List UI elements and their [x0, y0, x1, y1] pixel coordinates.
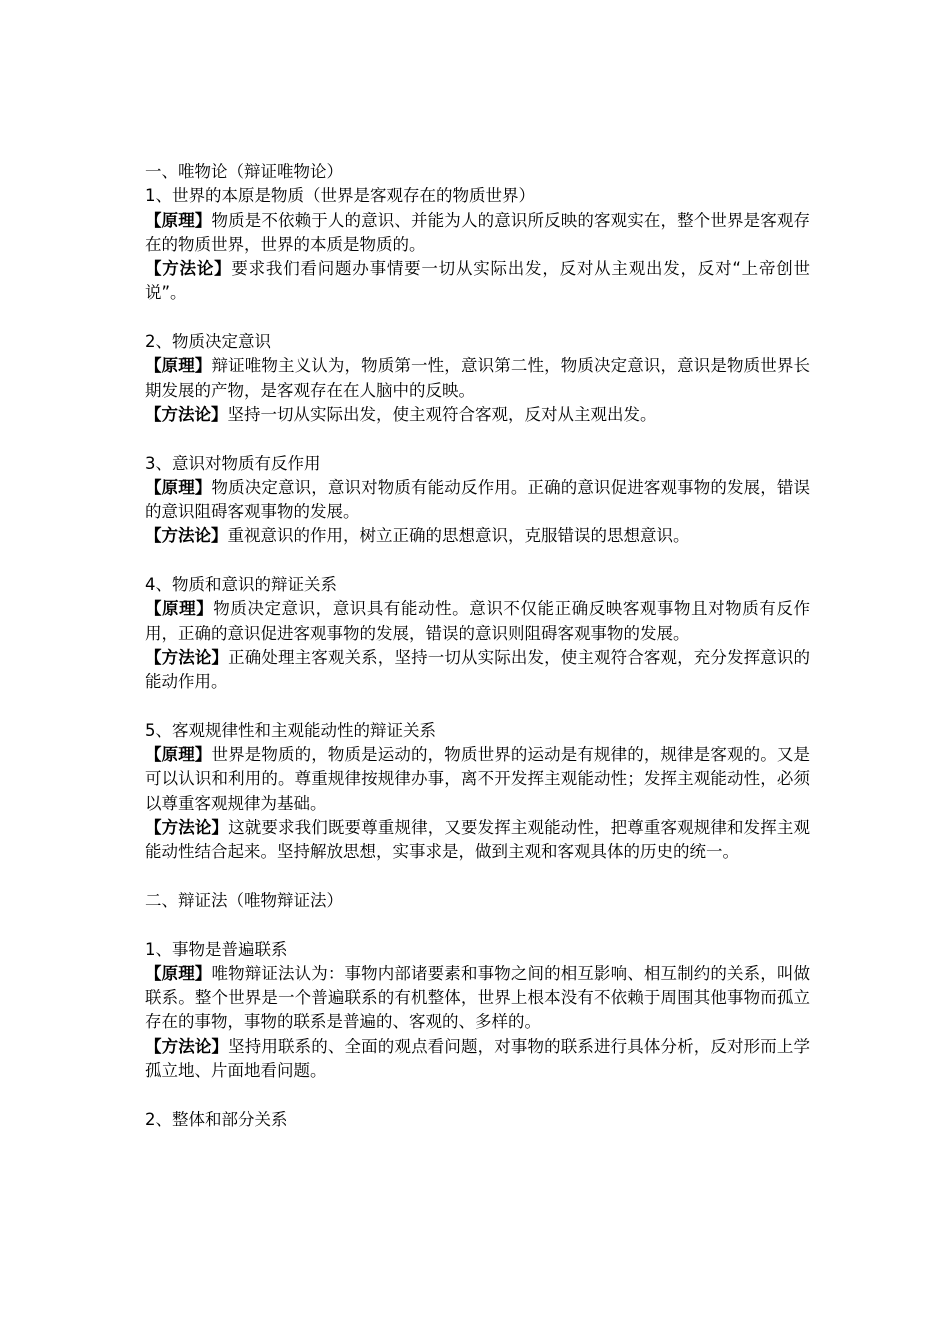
principle-paragraph	[145, 209, 810, 258]
principle-paragraph	[145, 476, 810, 525]
spacer	[145, 306, 810, 330]
item-heading: 2、物质决定意识	[145, 332, 271, 352]
item-heading: 2、整体和部分关系	[145, 1109, 288, 1129]
principle-label: 【原理】	[145, 745, 212, 765]
spacer	[145, 1083, 810, 1107]
spacer	[145, 427, 810, 451]
principle-paragraph	[145, 962, 810, 1035]
spacer	[145, 549, 810, 573]
method-paragraph	[145, 646, 810, 695]
document-page	[145, 160, 810, 1132]
method-paragraph	[145, 403, 810, 427]
section-title: 一、唯物论（辩证唯物论）	[145, 162, 343, 181]
item-heading: 1、世界的本原是物质（世界是客观存在的物质世界）	[145, 186, 535, 206]
method-text: 重视意识的作用，树立正确的思想意识，克服错误的思想意识。	[227, 526, 690, 546]
principle-paragraph	[145, 354, 810, 403]
method-text: 坚持用联系的、全面的观点看问题，对事物的联系进行具体分析，反对形而上学孤立地、片面地看问题。	[145, 1036, 811, 1080]
principle-text: 物质决定意识，意识对物质有能动反作用。正确的意识促进客观事物的发展，错误的意识阻碍客观事物的发展。	[145, 477, 811, 522]
principle-text: 物质决定意识，意识具有能动性。意识不仅能正确反映客观事物且对物质有反作用，正确的意识促进客观事物的发展，错误的意识则阻碍客观事物的发展。	[145, 599, 811, 643]
principle-label: 【原理】	[145, 356, 212, 376]
principle-label: 【原理】	[145, 210, 212, 230]
principle-label: 【原理】	[145, 477, 212, 497]
method-paragraph	[145, 257, 810, 306]
item-heading: 3、意识对物质有反作用	[145, 453, 321, 473]
method-label: 【方法论】	[145, 259, 232, 279]
principle-text: 物质是不依赖于人的意识、并能为人的意识所反映的客观实在，整个世界是客观存在的物质世界，世界的本质是物质的。	[145, 210, 811, 254]
item-heading: 5、客观规律性和主观能动性的辩证关系	[145, 720, 436, 740]
method-paragraph	[145, 1035, 810, 1084]
item-heading: 1、事物是普遍联系	[145, 939, 288, 959]
principle-text: 辩证唯物主义认为，物质第一性，意识第二性，物质决定意识，意识是物质世界长期发展的产物，是客观存在在人脑中的反映。	[145, 356, 811, 400]
method-label: 【方法论】	[145, 526, 228, 546]
method-text: 这就要求我们既要尊重规律，又要发挥主观能动性，把尊重客观规律和发挥主观能动性结合起来。坚持解放思想，实事求是，做到主观和客观具体的历史的统一。	[145, 818, 811, 862]
spacer	[145, 695, 810, 719]
section-title: 二、辩证法（唯物辩证法）	[145, 890, 343, 910]
spacer	[145, 865, 810, 889]
principle-label: 【原理】	[145, 599, 214, 619]
method-label: 【方法论】	[145, 818, 229, 838]
principle-text: 唯物辩证法认为：事物内部诸要素和事物之间的相互影响、相互制约的关系，叫做联系。整个世界是一个普遍联系的有机整体，世界上根本没有不依赖于周围其他事物而孤立存在的事物，事物的联系是普遍的、客观的、多样的。	[145, 963, 811, 1032]
spacer	[145, 913, 810, 937]
principle-text: 世界是物质的，物质是运动的，物质世界的运动是有规律的，规律是客观的。又是可以认识和利用的。尊重规律按规律办事，离不开发挥主观能动性；发挥主观能动性，必须以尊重客观规律为基础。	[145, 745, 811, 813]
method-label: 【方法论】	[145, 404, 228, 424]
method-label: 【方法论】	[145, 647, 229, 667]
principle-paragraph	[145, 597, 810, 646]
method-text: 正确处理主客观关系，坚持一切从实际出发，使主观符合客观，充分发挥意识的能动作用。	[145, 647, 811, 692]
method-label: 【方法论】	[145, 1036, 229, 1056]
method-paragraph	[145, 816, 810, 865]
method-paragraph	[145, 524, 810, 548]
item-heading: 4、物质和意识的辩证关系	[145, 575, 337, 595]
method-text: 要求我们看问题办事情要一切从实际出发，反对从主观出发，反对“上帝创世说”。	[145, 259, 810, 303]
principle-label: 【原理】	[145, 963, 212, 983]
method-text: 坚持一切从实际出发，使主观符合客观，反对从主观出发。	[227, 404, 657, 424]
principle-paragraph	[145, 743, 810, 816]
